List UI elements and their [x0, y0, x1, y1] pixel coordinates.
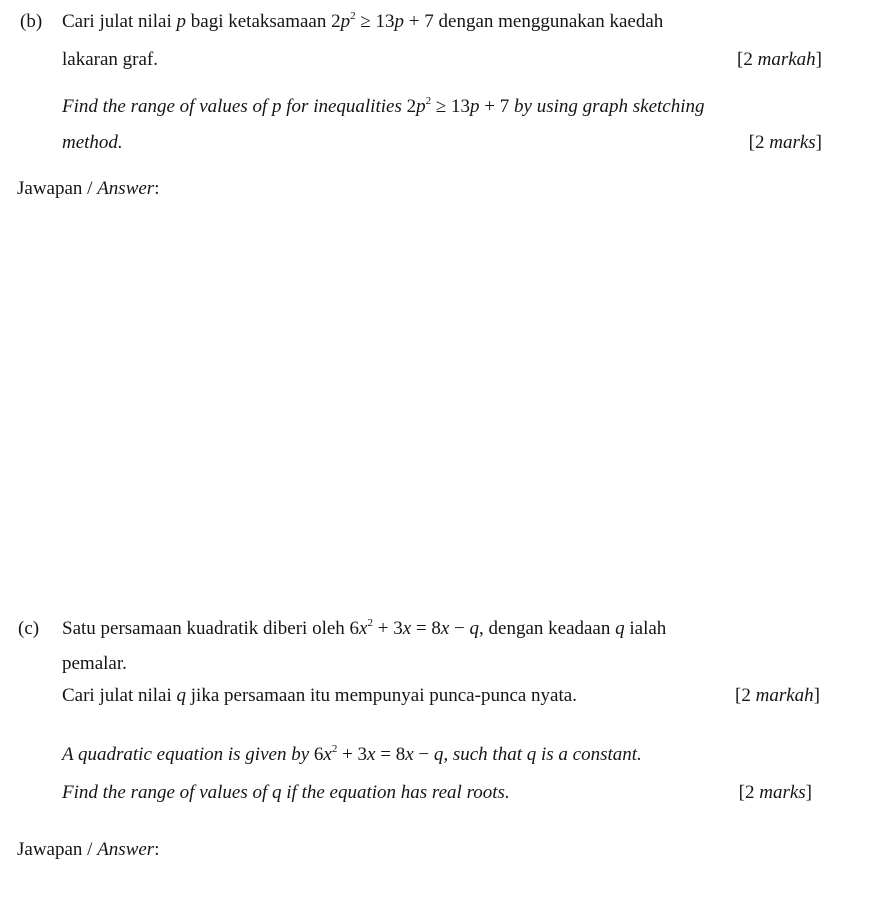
part-c-label-wrap [18, 617, 39, 641]
part-c-english-line1: A quadratic equation is given by $6x^2 + 3x = 8x - q$, such that q is a constant. [62, 743, 642, 765]
part-c-malay-text-post-a: , dengan keadaan [479, 618, 616, 639]
part-c-answer-label: Jawapan / Answer: [17, 839, 160, 860]
part-c-malay-text-pre: Satu persamaan kuadratik diberi oleh [62, 618, 350, 639]
part-c-malay-line3: Cari julat nilai q jika persamaan itu mempunyai punca-punca nyata. [2 markah] [62, 685, 820, 706]
part-c-malay-var: q [615, 618, 625, 639]
part-b-inequality: $2p^2 \ge 13p + 7$ [331, 10, 434, 32]
part-b-english-line2-text: method. [62, 132, 123, 153]
part-b-answer-label: Jawapan / Answer: [17, 178, 160, 199]
part-b-english-line2 [62, 131, 822, 155]
part-b-malay-text-mid: bagi ketaksamaan [186, 11, 332, 32]
part-b-malay-marks: [2 markah] [737, 49, 822, 70]
part-c-answer-area[interactable] [17, 866, 837, 914]
part-b-english-text-post: by using graph sketching [509, 96, 705, 117]
part-b-malay-line2 [62, 48, 822, 72]
part-c-equation-en: $6x^2 + 3x = 8x - q$ [313, 743, 444, 765]
part-b-question-malay [20, 10, 42, 34]
part-b-malay-var: p [176, 11, 187, 32]
part-c-english-marks: [2 marks] [738, 782, 812, 803]
part-c-malay-line2: pemalar. [62, 653, 127, 674]
part-b-malay-line2-text: lakaran graf. [62, 49, 158, 70]
part-c-english-line2: Find the range of values of q if the equation has real roots. [2 marks] [62, 782, 812, 803]
part-b-english-text-pre: Find the range of values of p for inequalities [62, 96, 407, 117]
part-c-label: (c) [18, 618, 40, 639]
part-b-answer-area[interactable] [17, 210, 837, 590]
part-b-inequality-en: $2p^2 \ge 13p + 7$ [406, 95, 510, 117]
part-c-malay-marks: [2 markah] [735, 685, 820, 706]
part-c-malay-text-post-b: ialah [624, 618, 667, 639]
part-c-equation: $6x^2 + 3x = 8x - q$ [349, 617, 480, 639]
part-b-english-marks: [2 marks] [748, 132, 822, 153]
part-c-malay-line1 [62, 617, 820, 641]
part-b-malay-text-pre: Cari julat nilai [62, 11, 177, 32]
part-b-english-line1 [62, 95, 822, 119]
part-b-malay-line1 [62, 10, 822, 34]
part-b-malay-text-post: dengan menggunakan kaedah [433, 11, 664, 32]
part-b-label: (b) [20, 11, 43, 32]
